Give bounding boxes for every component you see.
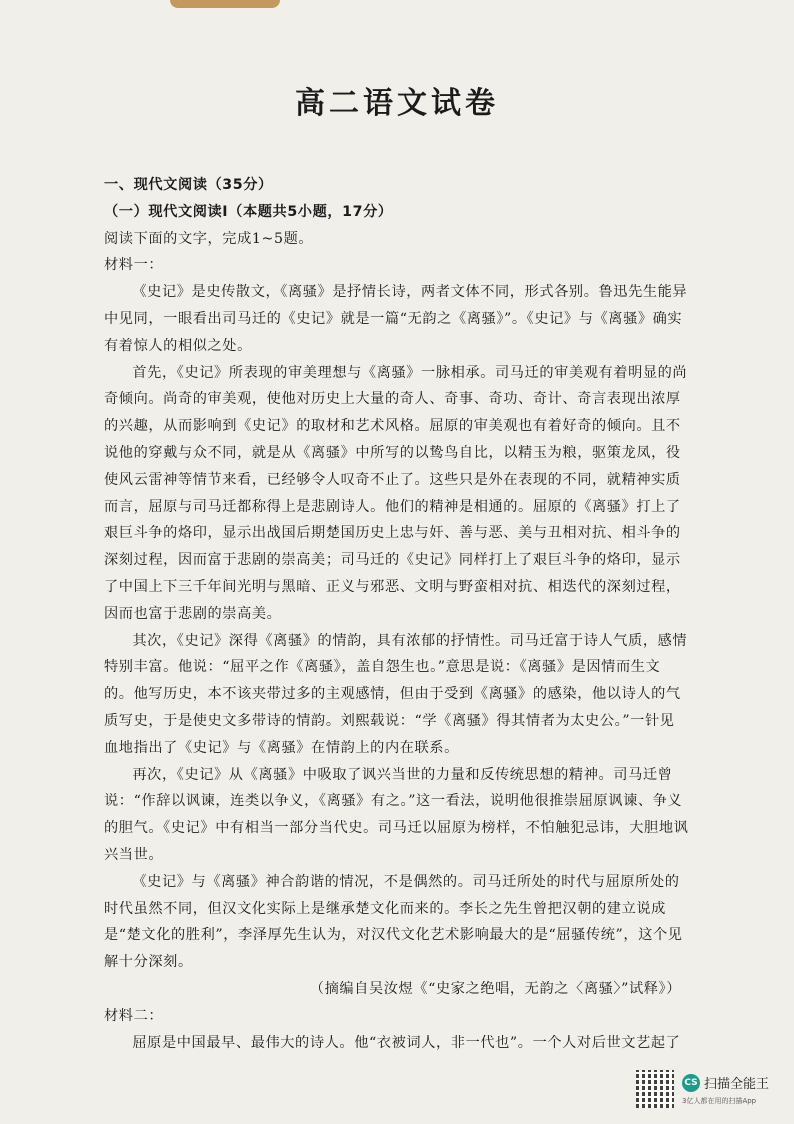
paper-stain [170, 0, 280, 8]
page-title: 高二语文试卷 [295, 86, 499, 121]
section-heading: 一、现代文阅读（35分） [104, 177, 273, 193]
scanner-logo: CS [682, 1074, 700, 1092]
paragraph: 屈原是中国最早、最伟大的诗人。他“衣被词人，非一代也”。一个人对后世文艺起了 [132, 1034, 681, 1051]
paragraph: 《史记》是史传散文，《离骚》是抒情长诗，两者文体不同，形式各别。鲁迅先生能异中见同，一眼看出司马迁的《史记》就是一篇“无韵之《离骚》”。《史记》与《离骚》确实有着惊人的相似之处。 [104, 284, 688, 354]
paragraph: 首先，《史记》所表现的审美理想与《离骚》一脉相承。司马迁的审美观有着明显的尚奇倾向。尚奇的审美观，使他对历史上大量的奇人、奇事、奇功、奇计、奇言表现出浓厚的兴趣，从而影响到《史记》的取材和艺术风格。屈原的审美观也有着好奇的倾向。且不说他的穿戴与众不同，就是从《离骚》中所写的以鸷鸟自比，以精玉为粮，驱策龙凤，役使风云雷神等情节来看，已经够令人叹奇不止了。这些只是外在表现的不同，就精神实质而言，屈原与司马迁都称得上是悲剧诗人。他们的精神是相通的。屈原的《离骚》打上了艰巨斗争的烙印，显示出战国后期楚国历史上忠与奸、善与恶、美与丑相对抗、相斗争的深刻过程，因而富于悲剧的崇高美；司马迁的《史记》同样打上了艰巨斗争的烙印，显示了中国上下三千年间光明与黑暗、正义与邪恶、文明与野蛮相对抗、相迭代的深刻过程，因而也富于悲剧的崇高美。 [104, 364, 688, 622]
material-two-label: 材料二： [104, 1007, 164, 1024]
scanner-tagline: 3亿人都在用的扫描App [682, 1097, 757, 1105]
paragraph: 《史记》与《离骚》神合韵谐的情况，不是偶然的。司马迁所处的时代与屈原所处的时代虽然不同，但汉文化实际上是继承楚文化而来的。李长之先生曾把汉朝的建立说成是“楚文化的胜利”，李泽厚先生认为，对汉代文化艺术影响最大的是“屈骚传统”，这个见解十分深刻。 [104, 873, 683, 971]
subsection-heading: （一）现代文阅读Ⅰ（本题共5小题，17分） [104, 203, 393, 220]
source-citation: （摘编自吴汝煜《“史家之绝唱，无韵之〈离骚〉”试释》） [309, 980, 681, 997]
material-one-label: 材料一： [104, 257, 164, 274]
paragraph: 再次，《史记》从《离骚》中吸取了讽兴当世的力量和反传统思想的精神。司马迁曾说：“作辞以讽谏，连类以争义，《离骚》有之。”这一看法，说明他很推崇屈原讽谏、争义的胆气。《史记》中有相当一部分当代史。司马迁以屈原为榜样，不怕触犯忌讳，大胆地讽兴当世。 [104, 766, 689, 863]
scanner-name: 扫描全能王 [704, 1077, 770, 1092]
scanner-watermark [636, 1070, 786, 1114]
instruction-text: 阅读下面的文字，完成1~5题。 [104, 230, 314, 247]
exam-content [104, 172, 689, 1056]
qr-code-icon [636, 1070, 674, 1108]
paragraph: 其次，《史记》深得《离骚》的情韵，具有浓郁的抒情性。司马迁富于诗人气质，感情特别丰富。他说：“屈平之作《离骚》，盖自怨生也。”意思是说：《离骚》是因情而生文的。他写历史，本不该夹带过多的主观感情，但由于受到《离骚》的感染，他以诗人的气质写史，于是使史文多带诗的情韵。刘熙载说：“学《离骚》得其情者为太史公。”一针见血地指出了《史记》与《离骚》在情韵上的内在联系。 [104, 632, 688, 756]
